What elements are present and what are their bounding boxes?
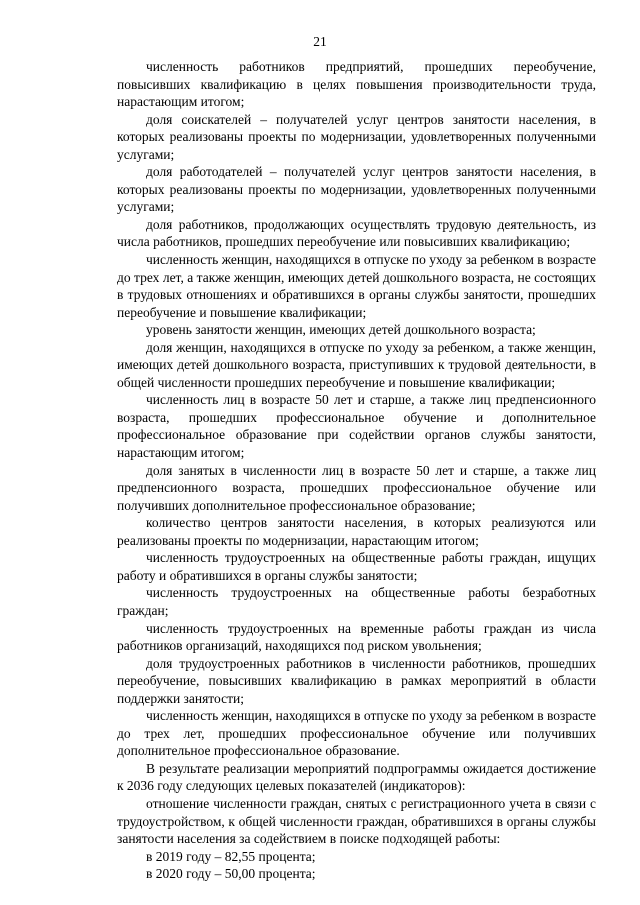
paragraph: численность трудоустроенных на временные работы граждан из числа работников организаций, находящихся под риском увольнения;: [117, 620, 596, 654]
paragraph: В результате реализации мероприятий подпрограммы ожидается достижение к 2036 году следующих целевых показателей (индикаторов):: [117, 760, 596, 794]
paragraph: доля трудоустроенных работников в численности работников, прошедших переобучение, повысивших квалификацию в рамках мероприятий в области поддержки занятости;: [117, 655, 596, 706]
paragraph: численность женщин, находящихся в отпуске по уходу за ребенком в возрасте до трех лет, а также женщин, имеющих детей дошкольного возраста, не состоящих в трудовых отношениях и обратившихся в органы службы занятости, прошедших переобучение и повышение квалификации;: [117, 252, 596, 320]
page-number: 21: [313, 34, 327, 49]
paragraph: численность трудоустроенных на общественные работы граждан, ищущих работу и обратившихся в органы службы занятости;: [117, 550, 596, 583]
paragraph: доля соискателей – получателей услуг центров занятости населения, в которых реализованы проекты по модернизации, удовлетворенных полученными услугами;: [117, 111, 596, 162]
paragraph: уровень занятости женщин, имеющих детей дошкольного возраста;: [146, 322, 536, 338]
paragraph: доля женщин, находящихся в отпуске по уходу за ребенком, а также женщин, имеющих детей дошкольного возраста, приступивших к трудовой деятельности, в общей численности прошедших переобучение и повышение квалификации;: [117, 339, 596, 390]
document-body: [117, 58, 596, 883]
paragraph: доля работников, продолжающих осуществлять трудовую деятельность, из числа работников, прошедших переобучение или повысивших квалификацию;: [117, 216, 596, 250]
paragraph: численность лиц в возрасте 50 лет и старше, а также лиц предпенсионного возраста, прошедших профессиональное обучение и дополнительное профессиональное образование при содействии органов службы занятости, нарастающим итогом;: [117, 392, 596, 461]
paragraph: в 2019 году – 82,55 процента;: [146, 848, 316, 864]
paragraph: количество центров занятости населения, в которых реализуются или реализованы проекты по модернизации, нарастающим итогом;: [117, 515, 596, 548]
paragraph: доля занятых в численности лиц в возрасте 50 лет и старше, а также лиц предпенсионного возраста, прошедших профессиональное обучение или получивших дополнительное профессиональное образование;: [117, 462, 596, 513]
paragraph: отношение численности граждан, снятых с регистрационного учета в связи с трудоустройством, к общей численности граждан, обратившихся в органы службы занятости населения за содействием в поиске подходящей работы:: [117, 795, 596, 847]
paragraph: доля работодателей – получателей услуг центров занятости населения, в которых реализованы проекты по модернизации, удовлетворенных полученными услугами;: [117, 164, 596, 215]
paragraph: численность женщин, находящихся в отпуске по уходу за ребенком в возрасте до трех лет, прошедших профессиональное обучение или получивших дополнительное профессиональное образование.: [117, 708, 596, 759]
paragraph: численность трудоустроенных на общественные работы безработных граждан;: [117, 585, 596, 618]
paragraph: в 2020 году – 50,00 процента;: [146, 866, 316, 882]
paragraph: численность работников предприятий, прошедших переобучение, повысивших квалификацию в целях повышения производительности труда, нарастающим итогом;: [117, 59, 596, 110]
